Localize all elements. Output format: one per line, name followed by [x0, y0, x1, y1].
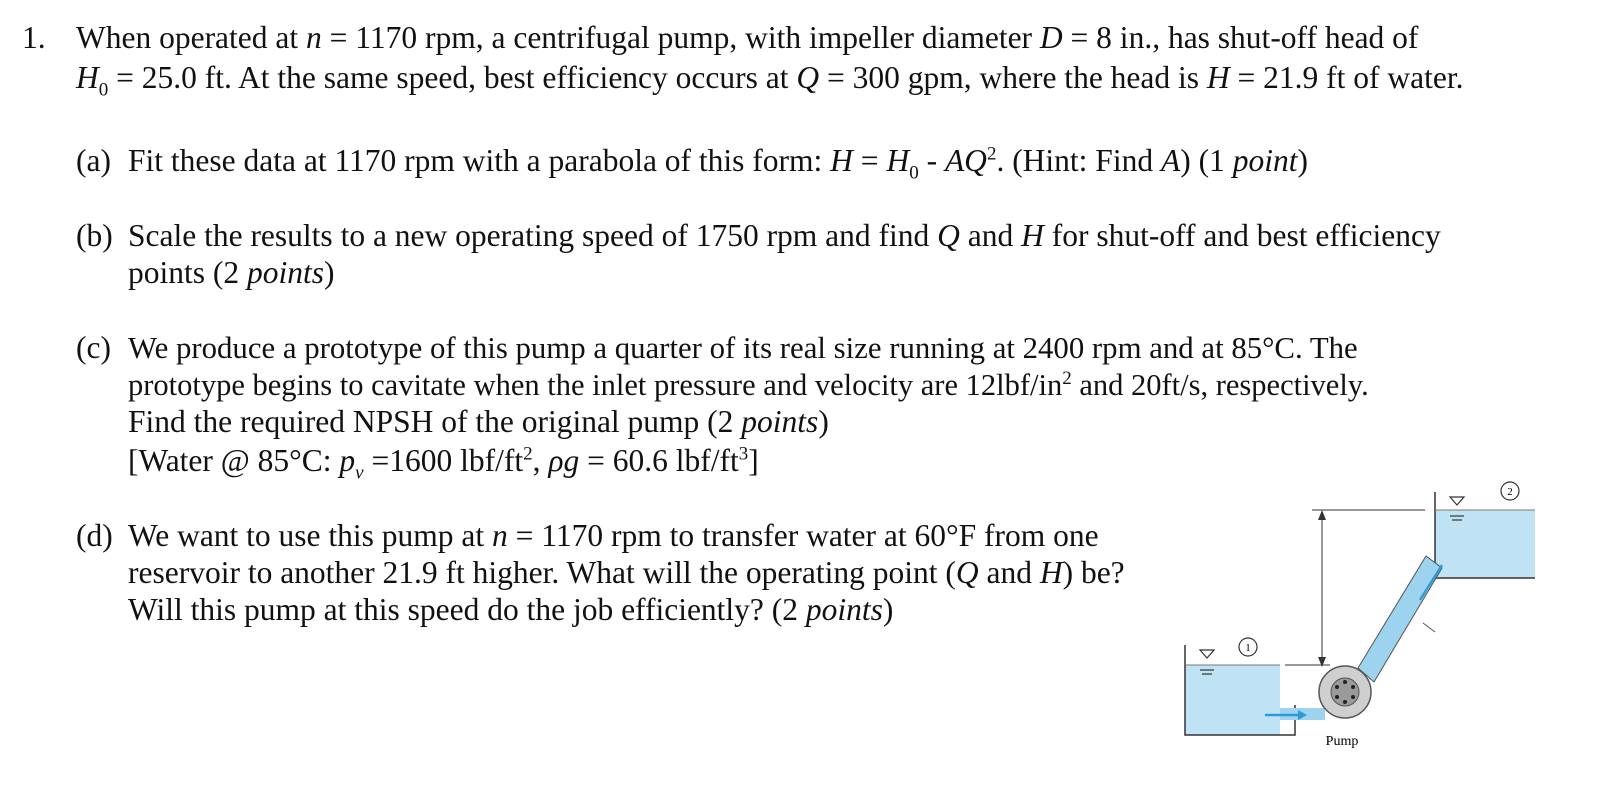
station-2-marker: [1501, 482, 1519, 500]
part-d-line-1: We want to use this pump at n = 1170 rpm to transfer water at 60°F from one: [128, 518, 1099, 553]
pump-icon: [1319, 666, 1371, 718]
pump-label: Pump: [1325, 734, 1359, 749]
elevation-arrow-top: [1318, 510, 1326, 520]
part-c-line-4: [Water @ 85°C: $p_v =1600$ lbf/$ft^2$, ρg = 60.6 lbf/$ft^3$]: [128, 443, 759, 484]
part-c-line-3: Find the required NPSH of the original pump (2 points): [128, 404, 829, 439]
part-d-line-2: reservoir to another 21.9 ft higher. What will the operating point (Q and H) be?: [128, 555, 1125, 590]
part-d-label: (d): [76, 518, 113, 553]
part-a-label: (a): [76, 143, 111, 178]
part-b-line-1: Scale the results to a new operating speed of 1750 rpm and find Q and H for shut-off and best efficiency: [128, 218, 1441, 253]
lower-level-icon: [1200, 650, 1214, 674]
intro-line-2: $H_0 = 25.0$ ft. At the same speed, best efficiency occurs at Q = 300 gpm, where the head is H = 21.9 ft of water.: [76, 60, 1464, 101]
svg-text:2: 2: [1507, 486, 1513, 498]
station-1-marker: [1239, 638, 1257, 656]
pipe-tick: [1423, 623, 1435, 632]
part-c-label: (c): [76, 330, 111, 365]
part-c-line-2: prototype begins to cavitate when the inlet pressure and velocity are $12lbf/in^2$ and 20ft/s, respectively.: [128, 367, 1369, 402]
part-c-line-1: We produce a prototype of this pump a quarter of its real size running at 2400 rpm and at 85°C. The: [128, 331, 1358, 365]
upper-reservoir-water: [1435, 510, 1535, 578]
lower-reservoir-water: [1185, 665, 1280, 735]
svg-text:1: 1: [1245, 642, 1251, 654]
intro-line-1: When operated at n = 1170 rpm, a centrifugal pump, with impeller diameter D = 8 in., has shut-off head of: [76, 20, 1419, 55]
outlet-pipe: [1358, 556, 1442, 682]
part-b-label: (b): [76, 218, 113, 253]
pump-reservoir-diagram: [1180, 470, 1560, 770]
part-d-line-3: Will this pump at this speed do the job efficiently? (2 points): [128, 592, 894, 627]
upper-level-icon: [1450, 497, 1464, 520]
part-a-text: Fit these data at 1170 rpm with a parabola of this form: $H = H_0 - AQ^2$. (Hint: Find A) (1 point): [128, 143, 1308, 184]
part-b-line-2: points (2 points): [128, 255, 335, 290]
